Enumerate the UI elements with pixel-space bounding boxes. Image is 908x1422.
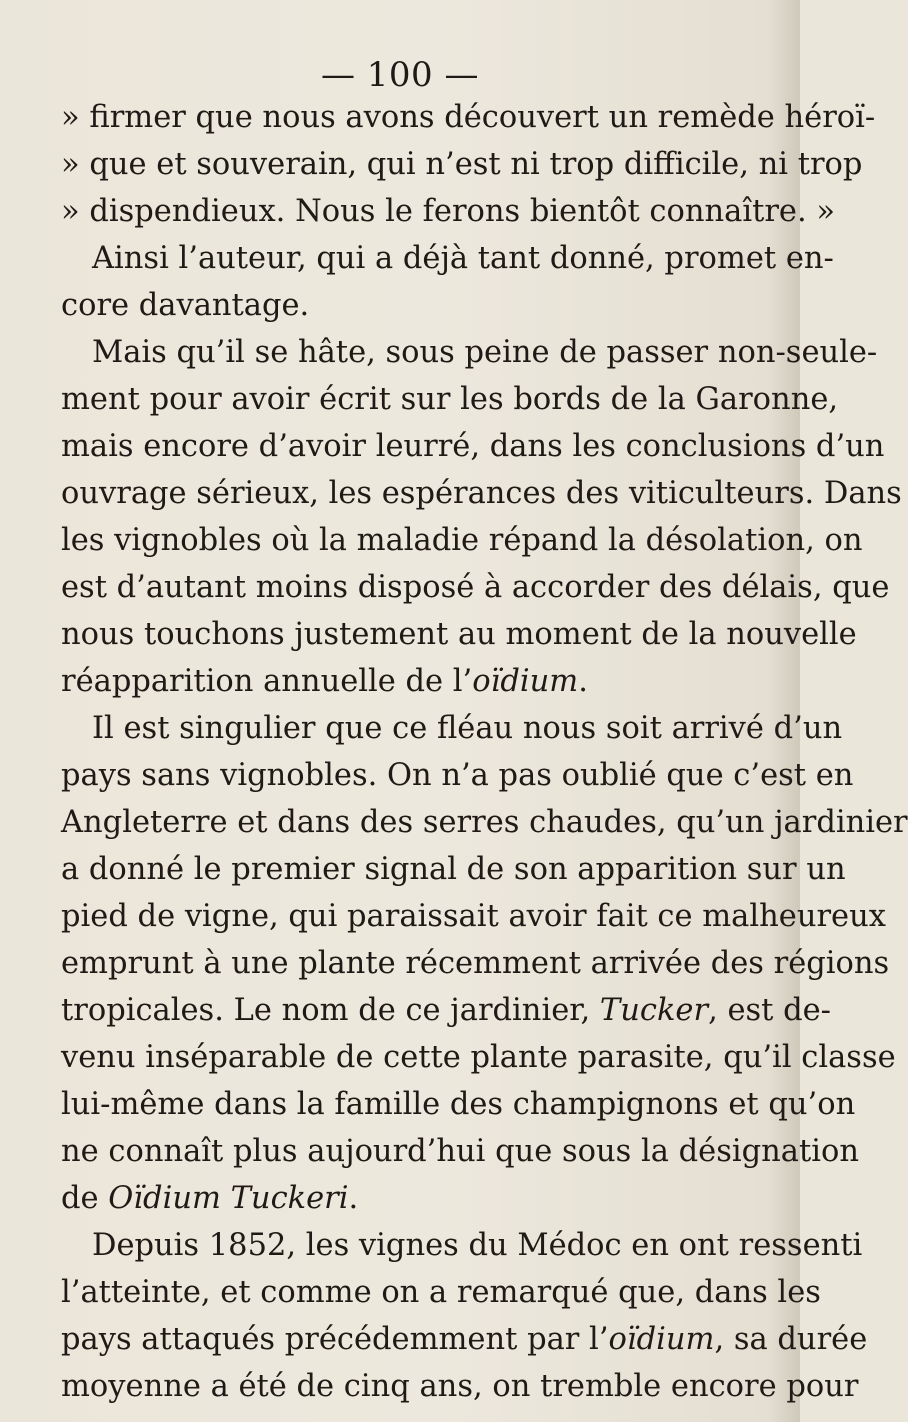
text-span: , est de-	[708, 993, 831, 1028]
text-span: est d’autant moins disposé à accorder des délais, que	[61, 570, 890, 605]
text-span: Mais qu’il se hâte, sous peine de passer non-seule-	[92, 335, 878, 370]
text-line	[61, 1034, 896, 1081]
text-line	[61, 705, 843, 752]
text-span: moyenne a été de cinq ans, on tremble encore pour	[61, 1369, 859, 1404]
italic-text: oïdium	[608, 1322, 715, 1357]
italic-text: oïdium	[472, 664, 579, 699]
text-line	[61, 188, 836, 235]
text-line	[61, 893, 886, 940]
text-line	[61, 1222, 863, 1269]
italic-text: Oïdium Tuckeri	[108, 1181, 349, 1216]
text-span: les vignobles où la maladie répand la désolation, on	[61, 523, 863, 558]
text-span: pays attaqués précédemment par l’	[61, 1322, 609, 1357]
text-line	[61, 752, 854, 799]
text-span: mais encore d’avoir leurré, dans les conclusions d’un	[61, 429, 885, 464]
text-span: Ainsi l’auteur, qui a déjà tant donné, promet en-	[92, 241, 834, 276]
page-number: — 100 —	[320, 55, 479, 95]
text-line	[61, 987, 831, 1034]
text-span: ouvrage sérieux, les espérances des viticulteurs. Dans	[61, 476, 902, 511]
text-line	[61, 611, 857, 658]
text-span: .	[348, 1181, 359, 1216]
text-span: Il est singulier que ce fléau nous soit arrivé d’un	[92, 711, 843, 746]
text-span: Angleterre et dans des serres chaudes, qu’un jardinier	[61, 805, 908, 840]
text-line	[61, 235, 834, 282]
text-span: .	[578, 664, 588, 699]
text-span: , sa durée	[714, 1322, 868, 1357]
text-span: nous touchons justement au moment de la nouvelle	[61, 617, 857, 652]
text-line	[61, 423, 885, 470]
text-line	[61, 376, 839, 423]
text-line	[61, 282, 777, 329]
body-text	[61, 94, 908, 1410]
text-span: » dispendieux. Nous le ferons bientôt connaître. »	[61, 194, 836, 229]
text-line	[61, 141, 863, 188]
text-span: réapparition annuelle de l’	[61, 664, 473, 699]
text-span: » firmer que nous avons découvert un remède héroï-	[61, 100, 876, 135]
text-line	[61, 94, 876, 141]
text-line	[61, 1175, 777, 1222]
text-span: ment pour avoir écrit sur les bords de la Garonne,	[61, 382, 839, 417]
text-line	[61, 1269, 821, 1316]
text-span: a donné le premier signal de son apparition sur un	[61, 852, 846, 887]
text-span: Depuis 1852, les vignes du Médoc en ont ressenti	[92, 1228, 863, 1263]
text-line	[61, 940, 890, 987]
text-span: l’atteinte, et comme on a remarqué que, dans les	[61, 1275, 821, 1310]
text-line	[61, 564, 890, 611]
text-line	[61, 517, 863, 564]
text-line	[61, 329, 878, 376]
text-span: de	[61, 1181, 109, 1216]
text-span: » que et souverain, qui n’est ni trop difficile, ni trop	[61, 147, 863, 182]
text-line	[61, 1316, 868, 1363]
italic-text: Tucker	[599, 993, 709, 1028]
text-span: pays sans vignobles. On n’a pas oublié que c’est en	[61, 758, 854, 793]
text-span: emprunt à une plante récemment arrivée des régions	[61, 946, 890, 981]
text-line	[61, 470, 902, 517]
text-line	[61, 658, 777, 705]
text-line	[61, 1081, 856, 1128]
text-span: tropicales. Le nom de ce jardinier,	[61, 993, 600, 1028]
text-span: core davantage.	[61, 288, 310, 323]
text-line	[61, 1128, 860, 1175]
text-line	[61, 846, 846, 893]
text-line	[61, 1363, 859, 1410]
text-span: lui-même dans la famille des champignons et qu’on	[61, 1087, 856, 1122]
text-span: ne connaît plus aujourd’hui que sous la désignation	[61, 1134, 860, 1169]
text-line	[61, 799, 908, 846]
text-span: venu inséparable de cette plante parasite, qu’il classe	[61, 1040, 896, 1075]
text-span: pied de vigne, qui paraissait avoir fait ce malheureux	[61, 899, 886, 934]
